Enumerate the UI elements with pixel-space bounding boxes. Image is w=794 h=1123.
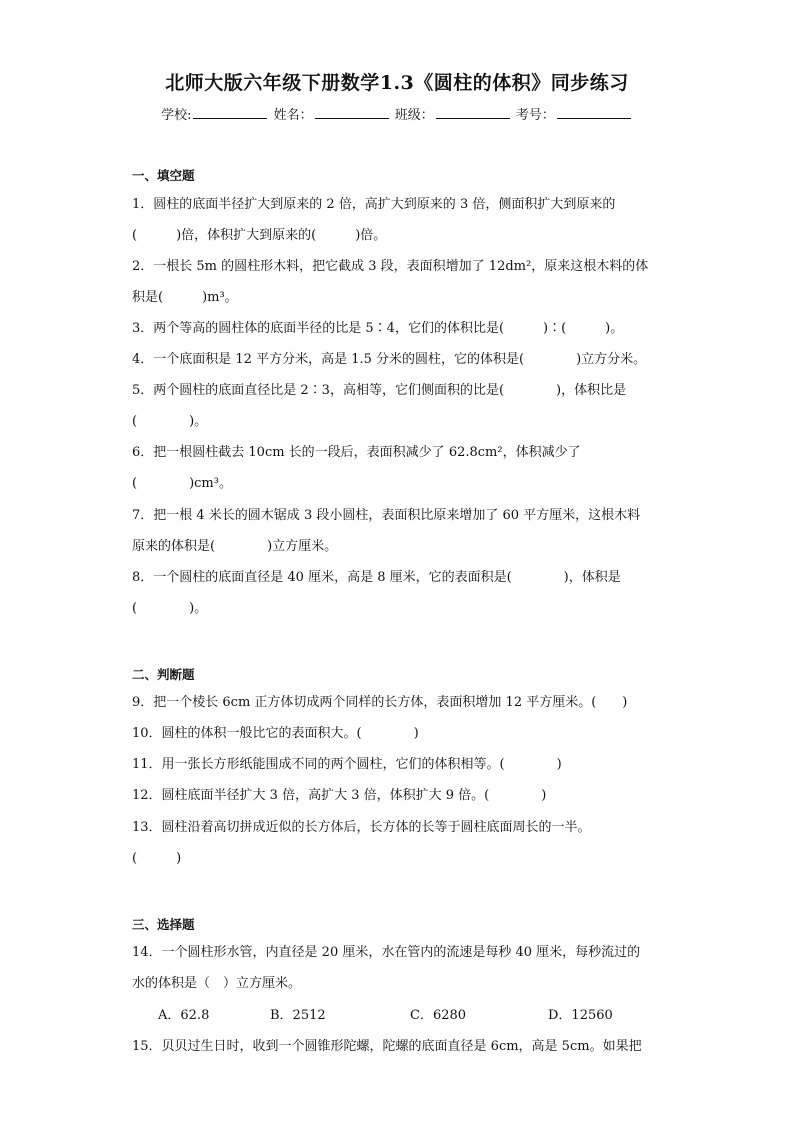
- question-line: 7．把一根 4 米长的圆木锯成 3 段小圆柱，表面积比原来增加了 60 平方厘米，这根木料: [132, 508, 641, 523]
- question-line: ( )。: [132, 601, 208, 616]
- question-line: 12．圆柱底面半径扩大 3 倍，高扩大 3 倍，体积扩大 9 倍。( ): [132, 788, 547, 803]
- section-fill-blank-title: 一、填空题: [132, 168, 195, 183]
- class-blank[interactable]: [436, 106, 510, 119]
- student-info-row: [0, 104, 794, 123]
- choice-a[interactable]: A．62.8: [158, 1008, 210, 1023]
- name-label: 姓名：: [273, 108, 313, 123]
- class-label: 班级：: [394, 108, 434, 123]
- question-line: 11．用一张长方形纸能围成不同的两个圆柱，它们的体积相等。( ): [132, 757, 562, 772]
- question-line: 4．一个底面积是 12 平方分米，高是 1.5 分米的圆柱，它的体积是( )立方分米。: [132, 352, 647, 367]
- question-line: 5．两个圆柱的底面直径比是 2∶3，高相等，它们侧面积的比是( )，体积比是: [132, 383, 627, 398]
- question-line: 9．把一个棱长 6cm 正方体切成两个同样的长方体，表面积增加 12 平方厘米。( ): [132, 695, 628, 710]
- number-blank[interactable]: [557, 106, 631, 119]
- choice-d[interactable]: D．12560: [548, 1008, 613, 1023]
- question-line: 1．圆柱的底面半径扩大到原来的 2 倍，高扩大到原来的 3 倍，侧面积扩大到原来的: [132, 197, 616, 212]
- question-line: ( )cm³。: [132, 476, 232, 491]
- section-true-false-title: 二、判断题: [132, 667, 195, 682]
- question-line: ( ): [132, 851, 182, 866]
- question-line: ( )倍，体积扩大到原来的( )倍。: [132, 228, 387, 243]
- question-line: 8．一个圆柱的底面直径是 40 厘米，高是 8 厘米，它的表面积是( )，体积是: [132, 570, 621, 585]
- question-line: ( )。: [132, 414, 208, 429]
- question-line: 原来的体积是( )立方厘米。: [132, 539, 338, 554]
- choice-b[interactable]: B．2512: [270, 1008, 326, 1023]
- choice-c[interactable]: C．6280: [410, 1008, 467, 1023]
- page-title: 北师大版六年级下册数学1.3《圆柱的体积》同步练习: [165, 72, 629, 94]
- question-line: 14．一个圆柱形水管，内直径是 20 厘米，水在管内的流速是每秒 40 厘米，每秒流过的: [132, 945, 641, 960]
- school-blank[interactable]: [193, 106, 267, 119]
- question-line: 15．贝贝过生日时，收到一个圆锥形陀螺，陀螺的底面直径是 6cm，高是 5cm。如果把: [132, 1039, 642, 1054]
- question-line: 10．圆柱的体积一般比它的表面积大。( ): [132, 726, 419, 741]
- school-label: 学校:: [161, 108, 192, 123]
- section-choice-title: 三、选择题: [132, 917, 195, 932]
- question-line: 6．把一根圆柱截去 10cm 长的一段后，表面积减少了 62.8cm²，体积减少了: [132, 445, 581, 460]
- question-line: 水的体积是（ ）立方厘米。: [132, 976, 302, 991]
- question-line: 13．圆柱沿着高切拼成近似的长方体后，长方体的长等于圆柱底面周长的一半。: [132, 820, 591, 835]
- number-label: 考号：: [515, 108, 555, 123]
- question-line: 2．一根长 5m 的圆柱形木料，把它截成 3 段，表面积增加了 12dm²，原来这根木料的体: [132, 259, 649, 274]
- question-line: 3．两个等高的圆柱体的底面半径的比是 5∶4，它们的体积比是( )∶( )。: [132, 321, 624, 336]
- question-line: 积是( )m³。: [132, 290, 238, 305]
- name-blank[interactable]: [315, 106, 389, 119]
